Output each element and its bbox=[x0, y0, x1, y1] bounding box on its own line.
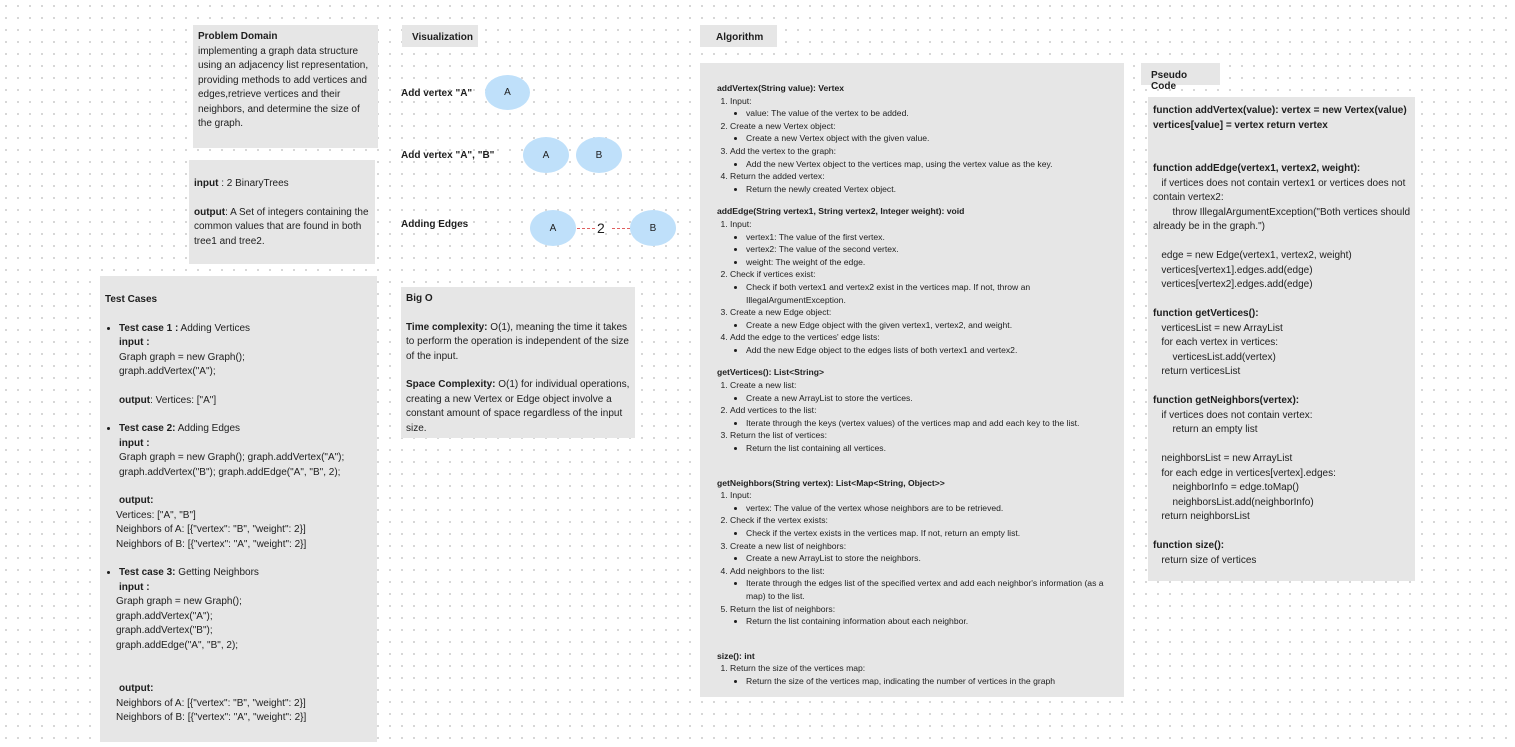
pseudo-code-line bbox=[1153, 525, 1410, 540]
pseudo-code-line: for each edge in vertices[vertex].edges: bbox=[1153, 467, 1336, 479]
pseudo-code-line bbox=[1153, 148, 1410, 163]
input-text: : 2 BinaryTrees bbox=[218, 178, 289, 189]
algorithm-section-title: size(): int bbox=[717, 650, 755, 661]
tc2-name: Adding Edges bbox=[175, 423, 241, 434]
pseudo-code-line bbox=[1153, 380, 1410, 395]
tc2-code-2: graph.addVertex("B"); graph.addEdge("A", "B", 2); bbox=[119, 466, 341, 478]
problem-domain-text: implementing a graph data structure using an adjacency list representation, providing methods to add vertices and edges,retrieve vertices and their neighbors, and determine the size of the graph. bbox=[198, 45, 369, 129]
viz-node-a-1: A bbox=[485, 75, 530, 110]
algorithm-step bbox=[730, 218, 1114, 268]
pseudo-code-line: vertices[vertex2].edges.add(edge) bbox=[1153, 279, 1313, 290]
algorithm-substeps bbox=[730, 615, 1114, 628]
algorithm-step bbox=[730, 603, 1114, 628]
tc2-code-1: Graph graph = new Graph(); graph.addVertex("A"); bbox=[119, 452, 345, 463]
tc3-code-3: graph.addVertex("B"); bbox=[116, 625, 213, 636]
tc1-output-text: : Vertices: ["A"] bbox=[150, 394, 217, 406]
viz-row2-label: Add vertex "A", "B" bbox=[401, 150, 495, 161]
algorithm-section bbox=[717, 366, 1114, 454]
algorithm-steps bbox=[717, 379, 1114, 455]
algorithm-substep: • weight: The weight of the edge. bbox=[746, 256, 1114, 269]
viz-node-b-2: B bbox=[576, 137, 622, 173]
pseudo-code-line bbox=[1153, 235, 1410, 250]
algorithm-substep: • Create a new ArrayList to store the vertices. bbox=[746, 392, 1114, 405]
tc1-code-2: graph.addVertex("A"); bbox=[119, 366, 216, 377]
input-output-card bbox=[189, 160, 375, 264]
pseudo-code-line bbox=[1153, 438, 1410, 453]
pseudo-code-label: Pseudo Code bbox=[1141, 63, 1220, 85]
tc1-code-1: Graph graph = new Graph(); bbox=[119, 351, 245, 363]
algorithm-step-text: Create a new Vertex object: bbox=[730, 120, 836, 131]
algorithm-substeps bbox=[730, 231, 1114, 269]
input-label: input bbox=[194, 178, 219, 189]
algorithm-step-text: Add vertices to the list: bbox=[730, 405, 817, 416]
test-case-2 bbox=[116, 422, 372, 552]
algorithm-substep: • vertex2: The value of the second vertex. bbox=[746, 243, 1114, 256]
output-label: output bbox=[194, 206, 226, 218]
algorithm-section bbox=[717, 82, 1114, 195]
pseudo-code-line: return an empty list bbox=[1153, 424, 1258, 435]
tc2-input-label: input : bbox=[119, 437, 150, 449]
algorithm-substeps bbox=[730, 552, 1114, 565]
pseudo-code-function: function getVertices(): bbox=[1153, 308, 1259, 319]
algorithm-step-text: Return the list of neighbors: bbox=[730, 603, 836, 614]
algorithm-card bbox=[700, 63, 1124, 697]
pseudo-code-line: verticesList.add(vertex) bbox=[1153, 351, 1276, 363]
algorithm-substeps bbox=[730, 527, 1114, 540]
algorithm-substep: • vertex1: The value of the first vertex. bbox=[746, 231, 1114, 244]
pseudo-code-line: neighborInfo = edge.toMap() bbox=[1153, 482, 1299, 493]
algorithm-substep: • Iterate through the keys (vertex values) of the vertices map and add each key to the list. bbox=[746, 417, 1114, 430]
pseudo-code-line: return neighborsList bbox=[1153, 511, 1250, 522]
algorithm-substeps bbox=[730, 442, 1114, 455]
pseudo-code-line bbox=[1153, 293, 1410, 308]
algorithm-step bbox=[730, 306, 1114, 331]
tc3-code-1: Graph graph = new Graph(); bbox=[116, 596, 242, 607]
test-cases-card bbox=[100, 276, 377, 742]
pseudo-code-line: return verticesList bbox=[1153, 366, 1241, 377]
pseudo-code-line: return size of vertices bbox=[1153, 554, 1257, 566]
big-o-card bbox=[401, 287, 635, 438]
algorithm-substeps bbox=[730, 183, 1114, 196]
algorithm-substep: • Add the new Vertex object to the vertices map, using the vertex value as the key. bbox=[746, 158, 1114, 171]
algorithm-substep: • Return the list containing information about each neighbor. bbox=[746, 615, 1114, 628]
algorithm-substep: • value: The value of the vertex to be added. bbox=[746, 107, 1114, 120]
time-text: O(1), meaning the time it takes to perform the operation is independent of the size of the input. bbox=[406, 321, 629, 362]
viz-edge-line-left bbox=[577, 228, 595, 229]
algorithm-substeps bbox=[730, 675, 1114, 688]
algorithm-steps bbox=[717, 489, 1114, 628]
algorithm-substeps bbox=[730, 281, 1114, 306]
algorithm-substeps bbox=[730, 392, 1114, 405]
tc2-output-2: Neighbors of A: [{"vertex": "B", "weight": 2}] bbox=[116, 524, 306, 535]
algorithm-substep: • Check if the vertex exists in the vertices map. If not, return an empty list. bbox=[746, 527, 1114, 540]
algorithm-step bbox=[730, 540, 1114, 565]
tc1-output-label: output bbox=[119, 394, 151, 406]
algorithm-step-text: Add the vertex to the graph: bbox=[730, 145, 837, 156]
algorithm-substep: • Return the newly created Vertex object. bbox=[746, 183, 1114, 196]
algorithm-step-text: Input: bbox=[730, 218, 752, 229]
algorithm-step bbox=[730, 120, 1114, 145]
test-case-1 bbox=[119, 322, 372, 409]
algorithm-substeps bbox=[730, 344, 1114, 357]
pseudo-code-line: edge = new Edge(vertex1, vertex2, weight) bbox=[1153, 250, 1352, 261]
algorithm-section-title: getNeighbors(String vertex): List<Map<String, Object>> bbox=[717, 477, 945, 488]
tc1-input-label: input : bbox=[119, 337, 150, 348]
viz-node-a-3: A bbox=[530, 210, 576, 246]
algorithm-substep: • Create a new Vertex object with the given value. bbox=[746, 132, 1114, 145]
pseudo-code-line: throw IllegalArgumentException("Both vertices should already be in the graph.") bbox=[1153, 206, 1413, 232]
test-cases-title: Test Cases bbox=[105, 294, 158, 305]
algorithm-steps bbox=[717, 662, 1114, 687]
algorithm-step bbox=[730, 489, 1114, 514]
algorithm-section bbox=[717, 477, 1114, 628]
problem-domain-title: Problem Domain bbox=[198, 31, 278, 42]
problem-domain-card bbox=[193, 25, 378, 148]
algorithm-step-text: Return the size of the vertices map: bbox=[730, 663, 866, 674]
tc3-name: Getting Neighbors bbox=[175, 567, 259, 578]
algorithm-step-text: Return the list of vertices: bbox=[730, 430, 827, 441]
algorithm-section bbox=[717, 650, 1114, 688]
pseudo-code-line: neighborsList.add(neighborInfo) bbox=[1153, 496, 1314, 508]
viz-node-b-3: B bbox=[630, 210, 676, 246]
algorithm-step-text: Add neighbors to the list: bbox=[730, 565, 825, 576]
time-complexity bbox=[406, 321, 630, 365]
algorithm-step bbox=[730, 331, 1114, 356]
algorithm-substep: • Iterate through the edges list of the specified vertex and add each neighbor's information (as a map) to the list. bbox=[746, 577, 1114, 602]
algorithm-section-title: getVertices(): List<String> bbox=[717, 367, 824, 378]
algorithm-substep: • Create a new ArrayList to store the neighbors. bbox=[746, 552, 1114, 565]
algorithm-substep: • Return the list containing all vertices. bbox=[746, 442, 1114, 455]
tc3-output-1: Neighbors of A: [{"vertex": "B", "weight": 2}] bbox=[116, 697, 306, 709]
big-o-title: Big O bbox=[406, 293, 433, 304]
tc1-output bbox=[119, 394, 372, 409]
algorithm-step-text: Create a new Edge object: bbox=[730, 307, 832, 318]
tc3-input-label: input : bbox=[119, 581, 150, 593]
output-line bbox=[194, 206, 370, 250]
pseudo-code-line: verticesList = new ArrayList bbox=[1153, 322, 1283, 334]
output-text: : A Set of integers containing the common values that are found in both tree1 and tree2. bbox=[194, 206, 369, 247]
pseudo-code-function: function addVertex(value): vertex = new Vertex(value) vertices[value] = vertex return vertex bbox=[1153, 105, 1410, 131]
algorithm-step bbox=[730, 268, 1114, 306]
algorithm-section-title: addEdge(String vertex1, String vertex2, Integer weight): void bbox=[717, 206, 965, 217]
algorithm-step-text: Add the edge to the vertices' edge lists: bbox=[730, 332, 880, 343]
algorithm-section bbox=[717, 205, 1114, 356]
viz-row1-label: Add vertex "A" bbox=[401, 88, 473, 99]
algorithm-substeps bbox=[730, 502, 1114, 515]
algorithm-step-text: Input: bbox=[730, 490, 752, 501]
algorithm-step bbox=[730, 514, 1114, 539]
test-case-list bbox=[105, 322, 372, 726]
pseudo-code-line: if vertices does not contain vertex1 or vertices does not contain vertex2: bbox=[1153, 177, 1409, 203]
space-text: O(1) for individual operations, creating a new Vertex or Edge object involve a constant amount of space regardless of the input size. bbox=[406, 379, 630, 434]
algorithm-steps bbox=[717, 95, 1114, 196]
tc2-output-3: Neighbors of B: [{"vertex": "A", "weight": 2}] bbox=[116, 538, 307, 550]
algorithm-substep: • vertex: The value of the vertex whose neighbors are to be retrieved. bbox=[746, 502, 1114, 515]
pseudo-code-function: function getNeighbors(vertex): bbox=[1153, 395, 1300, 406]
pseudo-code-function: function size(): bbox=[1153, 540, 1225, 551]
viz-edge-weight: 2 bbox=[597, 220, 605, 236]
visualization-label: Visualization bbox=[402, 25, 478, 47]
algorithm-step bbox=[730, 145, 1114, 170]
pseudo-code-function: function addEdge(vertex1, vertex2, weight): bbox=[1153, 163, 1361, 174]
algorithm-substeps bbox=[730, 107, 1114, 120]
tc1-name: Adding Vertices bbox=[178, 322, 251, 334]
algorithm-step bbox=[730, 662, 1114, 687]
algorithm-substep: • Return the size of the vertices map, indicating the number of vertices in the graph bbox=[746, 675, 1114, 688]
algorithm-section-title: addVertex(String value): Vertex bbox=[717, 83, 845, 93]
viz-node-a-2: A bbox=[523, 137, 569, 173]
algorithm-substeps bbox=[730, 417, 1114, 430]
viz-edge-line-right bbox=[612, 228, 630, 229]
time-label: Time complexity: bbox=[406, 321, 488, 333]
algorithm-step bbox=[730, 379, 1114, 404]
tc3-output-label: output: bbox=[119, 683, 154, 694]
pseudo-code-line bbox=[1153, 133, 1410, 148]
algorithm-step bbox=[730, 170, 1114, 195]
algorithm-substeps bbox=[730, 158, 1114, 171]
algorithm-substeps bbox=[730, 319, 1114, 332]
algorithm-steps bbox=[717, 218, 1114, 357]
algorithm-step bbox=[730, 404, 1114, 429]
test-case-3 bbox=[116, 566, 372, 726]
tc3-code-2: graph.addVertex("A"); bbox=[116, 610, 213, 622]
algorithm-step-text: Return the added vertex: bbox=[730, 171, 825, 182]
tc3-code-4: graph.addEdge("A", "B", 2); bbox=[116, 639, 239, 651]
pseudo-code-line: for each vertex in vertices: bbox=[1153, 337, 1279, 348]
algorithm-substeps bbox=[730, 577, 1114, 602]
algorithm-step bbox=[730, 429, 1114, 454]
algorithm-substep: • Add the new Edge object to the edges lists of both vertex1 and vertex2. bbox=[746, 344, 1114, 357]
tc2-output-label: output: bbox=[119, 495, 154, 506]
tc1-label: Test case 1 : bbox=[119, 322, 179, 334]
algorithm-step-text: Create a new list: bbox=[730, 380, 797, 391]
pseudo-code-line: neighborsList = new ArrayList bbox=[1153, 453, 1293, 464]
algorithm-substep: • Create a new Edge object with the given vertex1, vertex2, and weight. bbox=[746, 319, 1114, 332]
algorithm-substeps bbox=[730, 132, 1114, 145]
space-label: Space Complexity: bbox=[406, 379, 496, 390]
tc3-label: Test case 3: bbox=[119, 567, 176, 578]
tc2-output-1: Vertices: ["A", "B"] bbox=[116, 509, 196, 521]
tc2-label: Test case 2: bbox=[119, 423, 176, 434]
tc3-output-2: Neighbors of B: [{"vertex": "A", "weight": 2}] bbox=[116, 712, 307, 723]
pseudo-code-line: vertices[vertex1].edges.add(edge) bbox=[1153, 264, 1313, 276]
algorithm-step-text: Check if the vertex exists: bbox=[730, 515, 828, 526]
pseudo-code-line: if vertices does not contain vertex: bbox=[1153, 409, 1313, 421]
algorithm-step bbox=[730, 95, 1114, 120]
space-complexity bbox=[406, 378, 630, 436]
algorithm-substep: • Check if both vertex1 and vertex2 exist in the vertices map. If not, throw an IllegalArgumentException. bbox=[746, 281, 1114, 306]
algorithm-step bbox=[730, 565, 1114, 603]
algorithm-label: Algorithm bbox=[700, 25, 777, 47]
algorithm-step-text: Check if vertices exist: bbox=[730, 269, 816, 280]
algorithm-step-text: Input: bbox=[730, 95, 752, 106]
algorithm-step-text: Create a new list of neighbors: bbox=[730, 540, 847, 551]
input-line bbox=[194, 177, 370, 192]
viz-row3-label: Adding Edges bbox=[401, 219, 469, 230]
pseudo-code-card bbox=[1148, 97, 1415, 581]
